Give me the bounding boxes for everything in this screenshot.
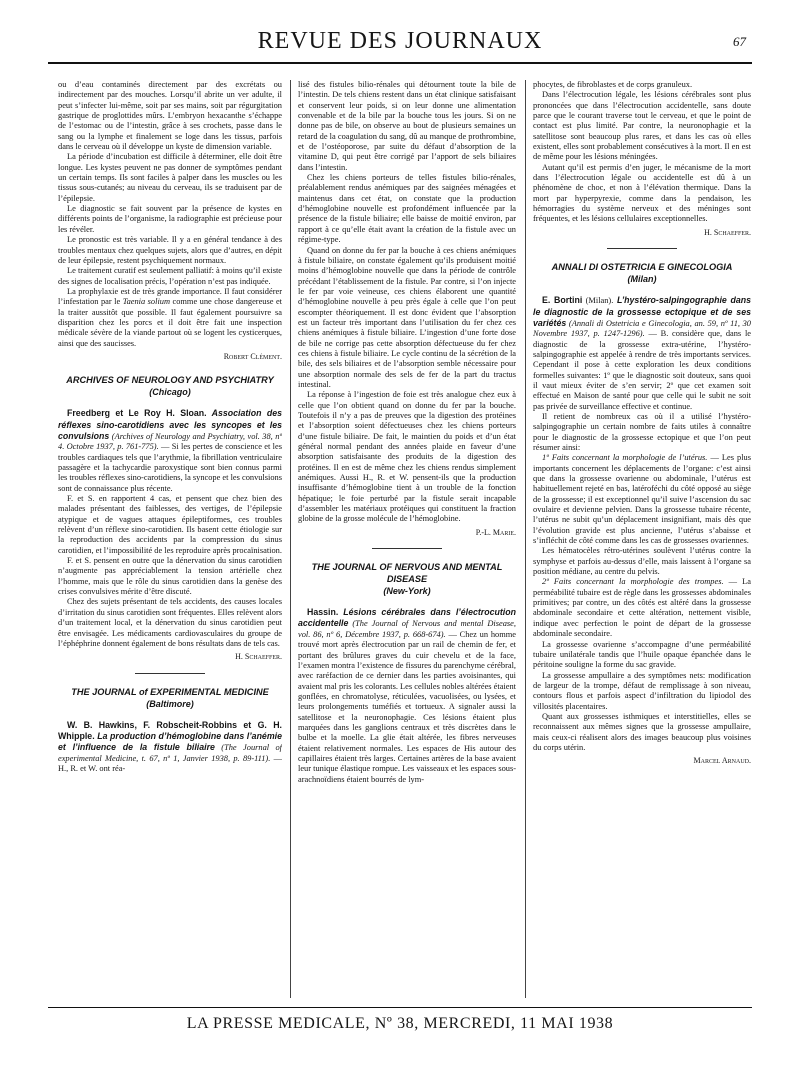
paragraph: F. et S. pensent en outre que la dénervation du sinus carotidien n’augmente pas appréciablement la tension artérielle chez l’homme, mais que le rôle du sinus carotidien dans la genèse des crises convulsives mérite d’être discuté. xyxy=(58,556,282,597)
text-run: La prophylaxie est de très grande importance. Il faut considérer l’infestation par le xyxy=(58,286,282,307)
text-run: comme une chose dangereuse et la traiter aussitôt que possible. Il faut également poursuivre sa disparition chez les porcs et il doit être fait une inspection médicale sévère de la viande partout où se logent les cysticerques, ainsi que des saucisses. xyxy=(58,297,282,348)
paragraph xyxy=(533,577,751,639)
article-reference: (Annali di Ostetricia e Ginecologia, an. 59, nº 11, 30 Novembre 1937, p. 1247-1296). xyxy=(533,318,751,339)
journal-heading: THE JOURNAL OF NERVOUS AND MENTAL DISEASE xyxy=(311,562,503,585)
paragraph: Le pronostic est très variable. Il y a en général tendance à des troubles mentaux chez quelques sujets, alors que d’autres, en dépit de leur épilepsie, restent psychiquement normaux. xyxy=(58,235,282,265)
journal-city: (Milan) xyxy=(627,274,657,285)
article-title: Lésions cérébrales dans l’électrocution accidentelle xyxy=(298,607,516,629)
paragraph xyxy=(533,453,751,546)
article-abstract xyxy=(58,720,282,775)
paragraph: Le diagnostic se fait souvent par la présence de kystes en différents points de l’organisme, la radiographie est précieuse pour les révéler. xyxy=(58,204,282,234)
journal-city: (New-York) xyxy=(383,586,431,597)
paragraph: Le traitement curatif est seulement palliatif: à moins qu’il existe des signes de localisation précis, l’opération n’est pas indiquée. xyxy=(58,266,282,286)
author-signature: H. Schaeffer. xyxy=(704,227,751,237)
article-abstract xyxy=(298,607,516,785)
article-title: Association des réflexes sino-carotidiens avec les syncopes et les convulsions xyxy=(58,408,282,441)
journal-city: (Chicago) xyxy=(149,387,191,398)
paragraph: La grossesse ampullaire a des symptômes nets: modification de largeur de la trompe, défaut de remplissage à son niveau, contours flous et parfois aspect d’infiltration du lipiodol des villosités placentaires. xyxy=(533,670,751,711)
column-divider xyxy=(290,80,291,998)
article-authors: W. B. Hawkins, F. Robscheit-Robbins et G. H. Whipple. xyxy=(58,719,282,741)
paragraph: La réponse à l’ingestion de foie est très analogue chez eux à celle que l’on obtient quand on donne du fer par la bouche. Toutefois il n’y a pas de preuves que la digestion des protéines et l’absorption soient défectueuses chez les chiens porteurs d’une fistule biliaire. De fait, le maintien du poids et d’un état général normal pendant des années plaide en faveur d’une absorption satisfaisante des produits de la digestion des protéines. Il en est de même chez les chiens rendus simplement anémiques. Aussi H., R. et W. pensent-ils que la production insuffisante d’hémoglobine tient à un trouble de la fonction hépatique; le foie perturbé par la fistule serait incapable d’assembler les matériaux protéiques qui constituent la fraction globine de la grosse molécule de l’hémoglobine. xyxy=(298,390,516,524)
paragraph: Quand on donne du fer par la bouche à ces chiens anémiques à fistule biliaire, on constate également qu’ils produisent moitié moins d’hémoglobine nouvelle que dans la période de contrôle précédant l’établissement de la fistule. Par contre, si l’on injecte le fer par voie veineuse, ces chiens élaborent une quantité d’hémoglobine nouvelle à peu près égale à celle que l’on peut escompter théoriquement. Il est donc évident que l’absorption est un facteur très important dans l’utilisation du fer chez ces chiens anémiques à fistule biliaire. L’ingestion d’une forte dose de bile ne corrige pas cette absorption défectueuse du fer chez ces chiens à fistule biliaire. Le cycle continu de la sécrétion de la bile, des sels biliaires et de l’absorption semble nécessaire pour une absorption normale des sels de fer de la part du tractus intestinal. xyxy=(298,245,516,389)
article-title: L’hystéro-salpingographie dans le diagnostic de la grossesse ectopique et de ses variétés xyxy=(533,295,751,328)
section-divider xyxy=(372,548,442,549)
column-3 xyxy=(533,80,751,998)
section-divider xyxy=(135,673,205,674)
author-signature: P.-L. Marie. xyxy=(475,527,516,537)
subsection-heading: 1º Faits concernant la morphologie de l’utérus. xyxy=(542,453,708,463)
author-signature: Marcel Arnaud. xyxy=(693,756,751,766)
running-title: REVUE DES JOURNAUX xyxy=(257,28,543,54)
paragraph: F. et S. en rapportent 4 cas, et pensent que chez bien des malades présentant des faiblesses, des vertiges, de l’épilepsie atypique et de vagues attaques épileptiformes, ces troubles relèvent d’un réflexe sino-carotidien. Ils basent cette étiologie sur la reproduction des accidents par la compression du sinus carotidien, et l’impossibilité de les reproduire après procaïnisation. xyxy=(58,494,282,555)
column-1 xyxy=(58,80,282,998)
paragraph: Les hématocèles rétro-utérines soulèvent l’utérus contre la symphyse et parfois au-dessus d’elle, mais laissent à l’organe sa position médiane, au centre du pelvis. xyxy=(533,546,751,577)
paragraph: Quant aux grossesses isthmiques et interstitielles, elles se reconnaissent aux mêmes signes que la grossesse ampullaire, mais ceux-ci réalisent alors des images beaucoup plus voisines du corps utérin. xyxy=(533,711,751,752)
paragraph: Chez les chiens porteurs de telles fistules bilio-rénales, préalablement rendus anémiques par des saignées ménagées et maintenus dans cet état, on constate que la production d’hémoglobine nouvelle est profondément influencée par la présence de la fistule biliaire; elle baisse de moitié environ, par rapport à ce qu’elle était avant la création de la fistule avec un régime-type. xyxy=(298,173,516,245)
article-authors: E. Bortini xyxy=(542,295,583,306)
section-divider xyxy=(607,248,677,249)
column-2 xyxy=(298,80,516,998)
author-signature: H. Schaeffer. xyxy=(235,652,282,662)
paragraph: ou d’eau contaminés directement par des excrétats ou indirectement par des mouches. Lorsqu’il abrite un ver adulte, il peut s’infecter lui-même, soit par ses mains, soit par régurgitation gastrique de proglottides mûrs. L’embryon hexacanthe s’échappe de l’estomac ou de l’intestin, grâce à ses crochets, passe dans le sang ou la lymphe et finalement se loge dans les tissus, parfois dans le cerveau où il développe un kyste de dimension variable. xyxy=(58,80,282,152)
author-city: (Milan). xyxy=(582,296,614,306)
article-authors: Freedberg et Le Roy H. Sloan. xyxy=(67,408,207,419)
journal-heading: ARCHIVES OF NEUROLOGY AND PSYCHIATRY xyxy=(66,375,274,386)
text-run: — Si les pertes de conscience et les troubles cardiaques tels que l’arythmie, la fibrillation ventriculaire passagère et la tachycardie paroxystique sont bien connus parmi les troubles réflexes sino-carotidiens, la syncope et les convulsions sont de connaissance plus récente. xyxy=(58,442,282,493)
text-run: — La perméabilité tubaire est de règle dans les grossesses abdominales primitives; par contre, un des côtés est altéré dans la grossesse abdominale secondaire et cette altération, nettement visible, indique avec perfection le point de départ de la grossesse abdominale secondaire. xyxy=(533,577,751,639)
text-run: — B. considère que, dans le diagnostic de la grossesse extra-utérine, l’hystéro-salpingographie est appelée à rendre de très importants services. Cependant il pose à cette exploration les deux conditions formelles suivantes: 1º que le diagnostic soit douteux, sans quoi il vaut mieux éviter de s’en servir; 2º que cet examen soit effectué en Maison de santé pour que celle qui le subit ne soit pas privée de surveillance effective et continue. xyxy=(533,329,751,411)
article-title: La production d’hémoglobine dans l’anémie et l’influence de la fistule biliaire xyxy=(58,730,282,753)
column-divider xyxy=(525,80,526,998)
paragraph: Chez des sujets présentant de tels accidents, des causes locales d’irritation du sinus carotidien sont fréquentes. Elles relèvent alors d’un traitement local, et la dénervation du sinus carotidien peut être envisagée. Les médicaments cardiovasculaires du groupe de l’éphéphrine donnent également de bons résultats dans de tels cas. xyxy=(58,597,282,648)
paragraph: La période d’incubation est difficile à déterminer, elle doit être longue. Les kystes peuvent ne pas donner de symptômes pendant un certain temps. Ils sont faciles à palper dans les muscles ou les tissus sous-cutanés; au niveau du cerveau, ils se traduisent par de l’épilepsie. xyxy=(58,152,282,203)
journal-city: (Baltimore) xyxy=(146,698,194,709)
paragraph: lisé des fistules bilio-rénales qui détournent toute la bile de l’intestin. De tels chiens restent dans un état clinique satisfaisant et conservent leur poids, si on leur donne une alimentation convenable et de la bile par la bouche tous les jours. Si on ne donne pas de bile, on observe au bout de plusieurs semaines un retard de la coagulation du sang, dû au manque de prothrombine, et de l’ostéoporose, par suite du défaut d’absorption de la vitamine D, qui peut être corrigé par l’apport de sels biliaires dans l’intestin. xyxy=(298,80,516,172)
text-run: — Chez un homme trouvé mort après électrocution par un rail de chemin de fer, et portant des brûlures graves du cuir chevelu et de la face, l’examen montra l’existence de fissures du parenchyme cérébral, avec raréfaction de ce dernier dans les parties avoisinantes, qui avaient mal pris les colorants. Les cellules nobles altérées étaient gonflées, en chromatolyse, réticulées, vacuolisées, ou lysées, et leurs prolongements tuméfiés et tortueux. A signaler aussi la satellitose et la neuronophagie. Ces lésions étaient plus marquées dans les ganglions centraux et très discrètes dans le bulbe et la moelle. La glie était altérée, les fibres nerveuses étaient relativement normales. Les espaces de His autour des capillaires étaient très larges. Certaines artères de la base avaient leur tunique élastique rompue. Les vaisseaux et les espaces sous-arachnoïdiens étaient bourrés de lym- xyxy=(298,629,516,784)
paragraph xyxy=(58,287,282,349)
journal-heading: THE JOURNAL of EXPERIMENTAL MEDICINE xyxy=(71,686,269,697)
paragraph: Autant qu’il est permis d’en juger, le mécanisme de la mort dans l’électrocution légale ou accidentelle est dû à un phénomène de choc, et non à l’élévation thermique. Dans la mort par hyperpyrexie, comme dans la pendaison, les hémorragies du système nerveux et des méninges sont fréquentes, et les lésions cellulaires exceptionnelles. xyxy=(533,162,751,224)
author-signature: Robert Clément. xyxy=(223,351,282,361)
page-number: 67 xyxy=(733,34,746,49)
subsection-heading: 2º Faits concernant la morphologie des trompes. xyxy=(542,577,724,587)
article-authors: Hassin. xyxy=(307,607,339,618)
article-reference: (Archives of Neurology and Psychiatry, vol. 38, nº 4. Octobre 1937, p. 761-775). xyxy=(58,431,282,452)
page-header xyxy=(48,28,752,64)
footer-text: LA PRESSE MEDICALE, Nº 38, MERCREDI, 11 MAI 1938 xyxy=(186,1015,614,1032)
paragraph: Il retient de nombreux cas où il a utilisé l’hystéro-salpingographie un certain nombre de faits utiles à connaître pour le diagnostic de la grossesse ectopique et que l’on peut résumer ainsi: xyxy=(533,411,751,452)
paragraph: Dans l’électrocution légale, les lésions cérébrales sont plus prononcées que dans l’électrocution accidentelle, sans doute parce que le courant traverse tout le cerveau, et que le point de contact est plus limité. Par contre, la neuronophagie et la satellitose sont beaucoup plus rares, et dans les cas où elles existent, elles sont probablement consécutives à la mort. Il en est de même pour les lésions méningées. xyxy=(533,90,751,162)
page-footer xyxy=(48,1007,752,1038)
text-run: — H., R. et W. ont réa- xyxy=(58,753,282,773)
article-abstract xyxy=(58,408,282,494)
article-reference: (The Journal of Nervous and mental Disease, vol. 86, nº 6, Décembre 1937, p. 668-674). xyxy=(298,619,516,639)
journal-heading: ANNALI DI OSTETRICIA E GINECOLOGIA xyxy=(551,262,733,273)
paragraph: phocytes, de fibroblastes et de corps granuleux. xyxy=(533,80,693,89)
article-abstract xyxy=(533,295,751,412)
species-name: Taenia solium xyxy=(122,297,171,307)
paragraph: La grossesse ovarienne s’accompagne d’une perméabilité tubaire unilatérale tandis que l’huile opaque épanchée dans le péritoine souligne la forme du sac gravide. xyxy=(533,639,751,670)
text-run: — Les plus importants concernent les déplacements de l’organe: c’est ainsi que dans la grossesse ovarienne ou abdominale, l’utérus est habituellement rejeté en bas, latéroféchi du côté opposé au siège de la grossesse; il est exceptionnel qu’il suive l’ascension du sac ovulaire et devienne pelvien. Dans la grossesse tubaire récente, l’utérus ne subit qu’un déplacement insignifiant, mais dès que l’évolution gravide est plus ancienne, l’utérus s’abaisse et s’infléchit de côté comme dans les cas de grossesses ovariennes. xyxy=(533,453,751,546)
article-reference: (The Journal of experimental Medicine, t. 67, nº 1, Janvier 1938, p. 89-111). xyxy=(58,743,282,763)
